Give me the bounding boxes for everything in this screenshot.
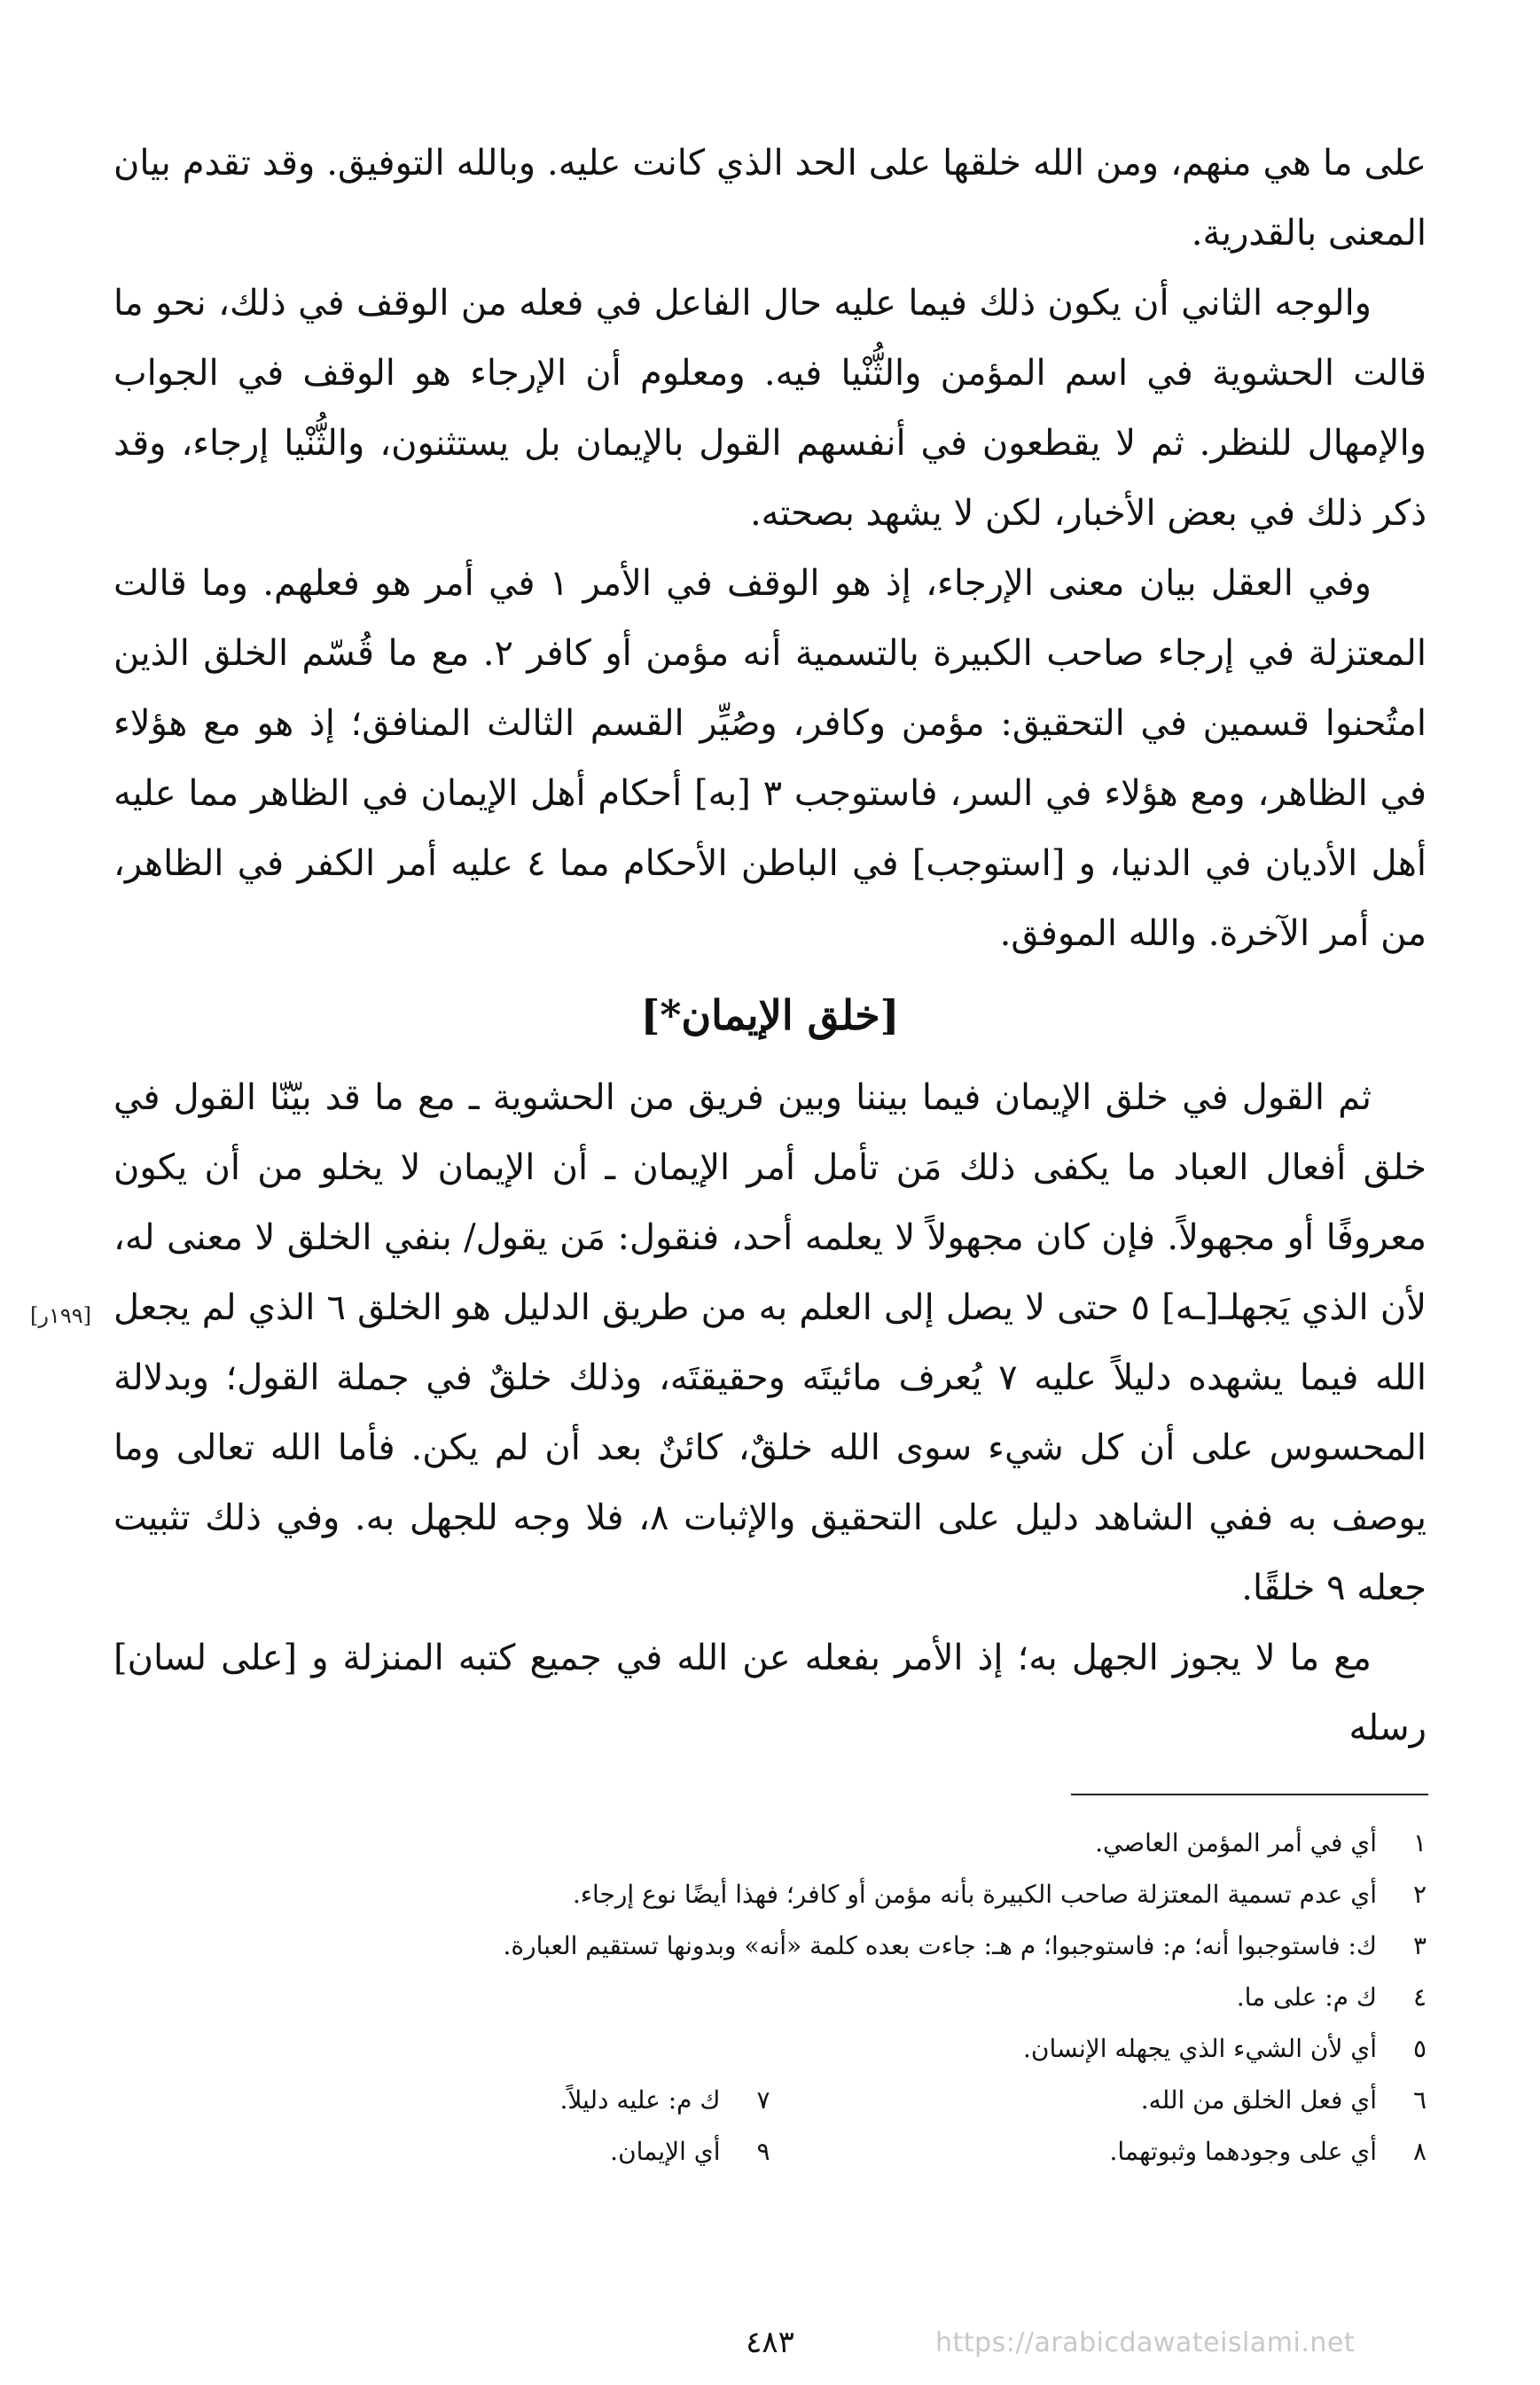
paragraph-1: على ما هي منهم، ومن الله خلقها على الحد الذي كانت عليه. وبالله التوفيق. وقد تقدم بيان المعنى بالقدرية. (113, 143, 1427, 254)
footnotes (113, 1818, 1427, 2178)
footnote-text: أي على وجودهما وثبوتهما. (1109, 2137, 1377, 2166)
footnote-number: ١ (1412, 1828, 1427, 1857)
watermark-url: https://arabicdawateislami.net (935, 2327, 1356, 2358)
main-text (113, 129, 1427, 1763)
footnote-6 (770, 2075, 1427, 2126)
footnote-text: أي فعل الخلق من الله. (1140, 2085, 1377, 2115)
footnote-text: أي عدم تسمية المعتزلة صاحب الكبيرة بأنه مؤمن أو كافر؛ فهذا أيضًا نوع إرجاء. (572, 1880, 1377, 1909)
footnote-divider (1071, 1794, 1428, 1795)
footnote-number: ٥ (1412, 2034, 1427, 2063)
footnote-row-8-9 (113, 2126, 1427, 2178)
folio-margin-note: [١٩٩ر] (30, 1303, 91, 1328)
footnote-3 (113, 1920, 1427, 1972)
footnote-number: ٣ (1412, 1931, 1427, 1960)
footnote-text: ك م: على ما. (1236, 1982, 1377, 2012)
footnote-number: ٦ (1412, 2085, 1427, 2115)
footnote-number: ٩ (756, 2137, 770, 2166)
paragraph-4: ثم القول في خلق الإيمان فيما بيننا وبين فريق من الحشوية ـ مع ما قد بيّنّا القول في خلق أفعال العباد ما يكفى ذلك مَن تأمل أمر الإيمان ـ أن الإيمان لا يخلو من أن يكون معروفًا أو مجهولاً. فإن كان مجهولاً لا يعلمه أحد، فنقول: مَن يقول/ بنفي الخلق لا معنى له، لأن الذي يَجهلـ[ـه] ٥ حتى لا يصل إلى العلم به من طريق الدليل هو الخلق ٦ الذي لم يجعل الله فيما يشهده دليلاً عليه ٧ يُعرف مائيتَه وحقيقتَه، وذلك خلقٌ في جملة القول؛ وبدلالة المحسوس على أن كل شيء سوى الله خلقٌ، كائنٌ بعد أن لم يكن. فأما الله تعالى وما يوصف به ففي الشاهد دليل على التحقيق والإثبات ٨، فلا وجه للجهل به. وفي ذلك تثبيت جعله ٩ خلقًا. (113, 1077, 1427, 1608)
footnote-5 (113, 2023, 1427, 2075)
footnote-row-6-7 (113, 2075, 1427, 2126)
footnote-number: ٨ (1412, 2137, 1427, 2166)
footnote-text: ك: فاستوجبوا أنه؛ م: فاستوجبوا؛ م هـ: جاءت بعده كلمة «أنه» وبدونها تستقيم العبارة. (503, 1931, 1377, 1960)
footnote-8 (770, 2126, 1427, 2178)
footnote-1 (113, 1818, 1427, 1869)
paragraph-2: والوجه الثاني أن يكون ذلك فيما عليه حال الفاعل في فعله من الوقف في ذلك، نحو ما قالت الحشوية في اسم المؤمن والثُّنْيا فيه. ومعلوم أن الإرجاء هو الوقف في الجواب والإمهال للنظر. ثم لا يقطعون في أنفسهم القول بالإيمان بل يستثنون، والثُّنْيا إرجاء، وقد ذكر ذلك في بعض الأخبار، لكن لا يشهد بصحته. (113, 283, 1427, 534)
footnote-text: ك م: عليه دليلاً. (559, 2085, 721, 2115)
footnote-number: ٧ (756, 2085, 770, 2115)
footnote-text: أي لأن الشيء الذي يجهله الإنسان. (1022, 2034, 1377, 2063)
footnote-4 (113, 1972, 1427, 2023)
footnote-number: ٢ (1412, 1880, 1427, 1909)
footnote-9 (113, 2126, 770, 2178)
section-heading: [خلق الإيمان*] (640, 991, 900, 1039)
footnote-2 (113, 1869, 1427, 1920)
paragraph-3: وفي العقل بيان معنى الإرجاء، إذ هو الوقف في الأمر ١ في أمر هو فعلهم. وما قالت المعتزلة في إرجاء صاحب الكبيرة بالتسمية أنه مؤمن أو كافر ٢. مع ما قُسّم الخلق الذين امتُحنوا قسمين في التحقيق: مؤمن وكافر، وصُيِّر القسم الثالث المنافق؛ إذ هو مع هؤلاء في الظاهر، ومع هؤلاء في السر، فاستوجب ٣ [به] أحكام أهل الإيمان في الظاهر مما عليه أهل الأديان في الدنيا، و [استوجب] في الباطن الأحكام مما ٤ عليه أمر الكفر في الظاهر، من أمر الآخرة. والله الموفق. (113, 563, 1427, 954)
footnote-text: أي في أمر المؤمن العاصي. (1095, 1828, 1377, 1857)
footnote-text: أي الإيمان. (610, 2137, 721, 2166)
paragraph-5: مع ما لا يجوز الجهل به؛ إذ الأمر بفعله عن الله في جميع كتبه المنزلة و [على لسان] رسله (113, 1638, 1427, 1748)
page-number: ٤٨٣ (746, 2325, 794, 2360)
footnote-7 (113, 2075, 770, 2126)
footnote-number: ٤ (1412, 1982, 1427, 2012)
